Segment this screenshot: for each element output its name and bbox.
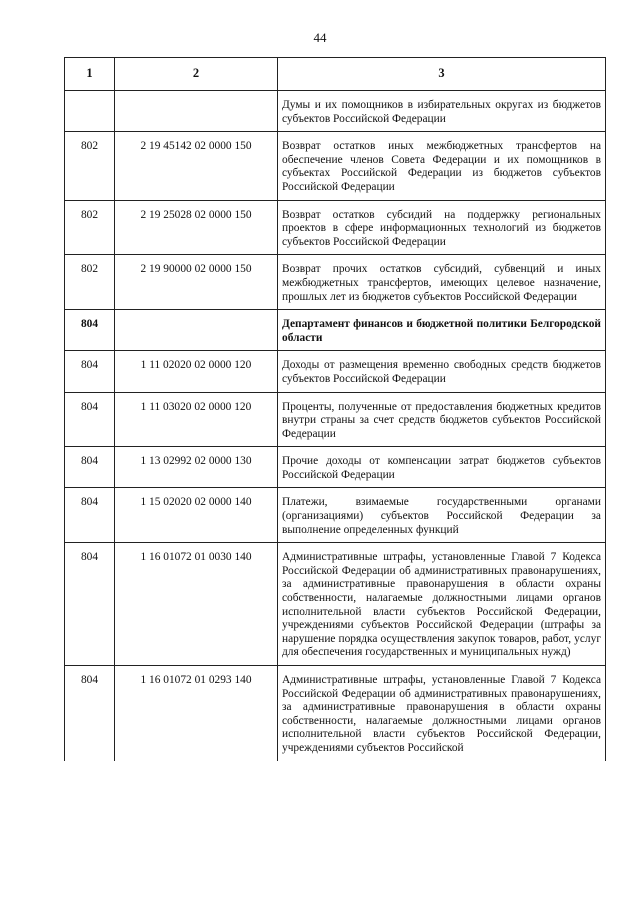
table-row (65, 488, 606, 543)
budget-code-cell: 1 15 02020 02 0000 140 (115, 488, 278, 543)
revenue-name-cell: Возврат прочих остатков субсидий, субвенций и иных межбюджетных трансфертов, имеющих целевое назначение, прошлых лет из бюджетов субъектов Российской Федерации (278, 255, 606, 310)
revenue-name-cell: Возврат остатков субсидий на поддержку региональных проектов в сфере информационных технологий из бюджетов субъектов Российской Федерации (278, 200, 606, 255)
table-row (65, 255, 606, 310)
revenue-name-cell: Прочие доходы от компенсации затрат бюджетов субъектов Российской Федерации (278, 447, 606, 488)
table-row (65, 200, 606, 255)
admin-code-cell (65, 91, 115, 132)
revenue-name-cell: Возврат остатков иных межбюджетных трансфертов на обеспечение членов Совета Федерации и их помощников в субъектах Российской Федерации из бюджетов субъектов Российской Федерации (278, 132, 606, 200)
admin-code-cell: 804 (65, 488, 115, 543)
budget-code-cell: 1 11 03020 02 0000 120 (115, 392, 278, 447)
page-number: 44 (313, 30, 327, 45)
budget-code-cell (115, 310, 278, 351)
header-col-1: 1 (65, 58, 115, 91)
revenue-name-cell: Доходы от размещения временно свободных средств бюджетов субъектов Российской Федерации (278, 351, 606, 392)
budget-code-cell: 1 11 02020 02 0000 120 (115, 351, 278, 392)
admin-code-cell: 804 (65, 310, 115, 351)
revenue-name-cell: Проценты, полученные от предоставления бюджетных кредитов внутри страны за счет средств бюджетов субъектов Российской Федерации (278, 392, 606, 447)
table-row (65, 310, 606, 351)
budget-code-cell: 1 16 01072 01 0293 140 (115, 666, 278, 761)
table-row (65, 351, 606, 392)
table-row (65, 447, 606, 488)
table-row (65, 392, 606, 447)
table-row (65, 543, 606, 666)
admin-code-cell: 804 (65, 543, 115, 666)
header-col-2: 2 (115, 58, 278, 91)
admin-code-cell: 804 (65, 666, 115, 761)
admin-code-cell: 804 (65, 392, 115, 447)
admin-code-cell: 804 (65, 351, 115, 392)
revenue-name-cell: Административные штрафы, установленные Главой 7 Кодекса Российской Федерации об административных правонарушениях, за административные правонарушения в области охраны собственности, налагаемые должностными лицами органов исполнительной власти субъектов Российской Федерации, учреждениями субъектов Российской (278, 666, 606, 761)
revenue-name-cell: Департамент финансов и бюджетной политики Белгородской области (278, 310, 606, 351)
revenue-name-cell: Думы и их помощников в избирательных округах из бюджетов субъектов Российской Федерации (278, 91, 606, 132)
revenue-name-cell: Платежи, взимаемые государственными органами (организациями) субъектов Российской Федерации за выполнение определенных функций (278, 488, 606, 543)
admin-code-cell: 802 (65, 132, 115, 200)
admin-code-cell: 804 (65, 447, 115, 488)
budget-code-cell (115, 91, 278, 132)
budget-code-cell: 2 19 45142 02 0000 150 (115, 132, 278, 200)
admin-code-cell: 802 (65, 255, 115, 310)
budget-code-cell: 2 19 25028 02 0000 150 (115, 200, 278, 255)
admin-code-cell: 802 (65, 200, 115, 255)
budget-code-cell: 1 13 02992 02 0000 130 (115, 447, 278, 488)
table-header-row (65, 58, 606, 91)
table-row (65, 91, 606, 132)
budget-code-cell: 2 19 90000 02 0000 150 (115, 255, 278, 310)
table-row (65, 132, 606, 200)
header-col-3: 3 (278, 58, 606, 91)
revenue-codes-table (64, 57, 606, 761)
table-row (65, 666, 606, 761)
budget-code-cell: 1 16 01072 01 0030 140 (115, 543, 278, 666)
revenue-name-cell: Административные штрафы, установленные Главой 7 Кодекса Российской Федерации об административных правонарушениях, за административные правонарушения в области охраны собственности, налагаемые должностными лицами органов исполнительной власти субъектов Российской Федерации, учреждениями субъектов Российской Федерации (штрафы за нарушение порядка осуществления закупок товаров, работ, услуг для обеспечения государственных и муниципальных нужд) (278, 543, 606, 666)
